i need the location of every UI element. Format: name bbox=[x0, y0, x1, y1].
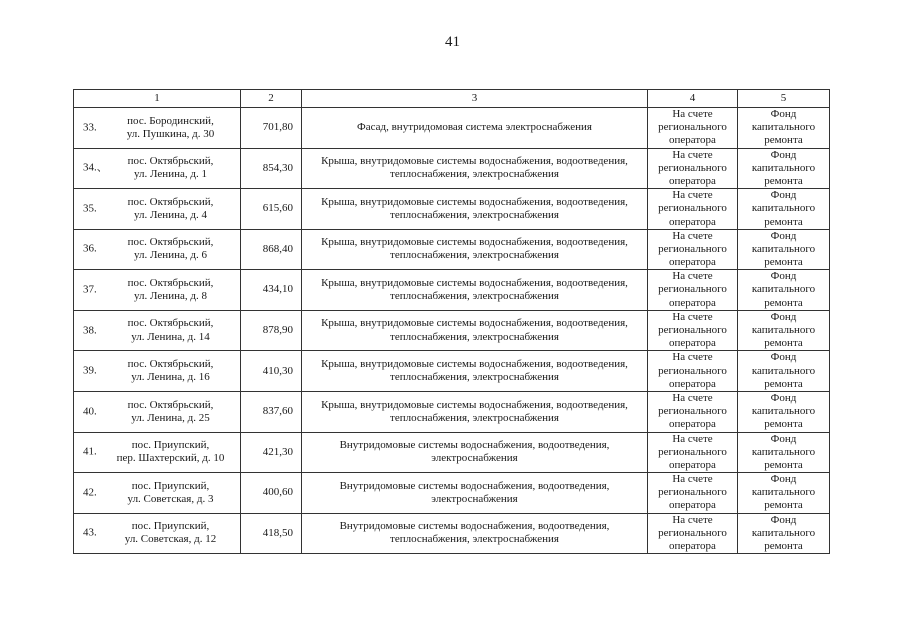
funding-method-line: оператора bbox=[669, 499, 716, 512]
works-cell bbox=[302, 270, 648, 311]
works-line: Внутридомовые системы водоснабжения, водоотведения, bbox=[339, 520, 610, 533]
funding-method-line: На счете bbox=[672, 391, 713, 404]
fund-line: ремонта bbox=[764, 256, 803, 269]
street-address: ул. Ленина, д. 1 bbox=[134, 168, 207, 181]
settlement: пос. Октябрьский, bbox=[127, 276, 214, 289]
area-cell: 410,30 bbox=[241, 351, 302, 392]
funding-method-line: регионального bbox=[658, 486, 727, 499]
works-line: теплоснабжения, электроснабжения bbox=[390, 290, 559, 303]
funding-method-line: регионального bbox=[658, 161, 727, 174]
works-line: теплоснабжения, электроснабжения bbox=[390, 208, 559, 221]
fund-line: ремонта bbox=[764, 215, 803, 228]
fund-line: ремонта bbox=[764, 499, 803, 512]
funding-method-line: На счете bbox=[672, 148, 713, 161]
funding-method-line: регионального bbox=[658, 242, 727, 255]
funding-method-cell bbox=[648, 270, 738, 311]
funding-method-cell bbox=[648, 351, 738, 392]
funding-method-cell bbox=[648, 189, 738, 230]
funding-method-cell bbox=[648, 148, 738, 189]
funding-method-line: На счете bbox=[672, 432, 713, 445]
table-row bbox=[74, 473, 830, 514]
street-address: ул. Ленина, д. 4 bbox=[134, 208, 207, 221]
table-row bbox=[74, 108, 830, 149]
fund-line: Фонд bbox=[770, 148, 797, 161]
address-cell bbox=[74, 189, 241, 230]
street-address: ул. Ленина, д. 16 bbox=[131, 371, 210, 384]
fund-cell bbox=[738, 108, 830, 149]
row-number: 36. bbox=[83, 242, 97, 255]
fund-line: капитального bbox=[751, 121, 816, 134]
row-number: 37. bbox=[83, 283, 97, 296]
area-cell: 868,40 bbox=[241, 229, 302, 270]
works-cell bbox=[302, 148, 648, 189]
fund-line: Фонд bbox=[770, 432, 797, 445]
funding-method-line: регионального bbox=[658, 364, 727, 377]
funding-method-cell bbox=[648, 432, 738, 473]
fund-cell bbox=[738, 432, 830, 473]
funding-method-line: На счете bbox=[672, 189, 713, 202]
funding-method-line: регионального bbox=[658, 121, 727, 134]
area-cell: 837,60 bbox=[241, 391, 302, 432]
funding-method-line: оператора bbox=[669, 134, 716, 147]
works-cell bbox=[302, 391, 648, 432]
street-address: ул. Пушкина, д. 30 bbox=[126, 127, 215, 140]
address-cell bbox=[74, 432, 241, 473]
fund-line: Фонд bbox=[770, 229, 797, 242]
works-cell bbox=[302, 229, 648, 270]
works-cell bbox=[302, 351, 648, 392]
table-row bbox=[74, 148, 830, 189]
row-number: 42. bbox=[83, 486, 97, 499]
address-cell bbox=[74, 473, 241, 514]
address-cell bbox=[74, 148, 241, 189]
funding-method-line: На счете bbox=[672, 108, 713, 120]
address-cell bbox=[74, 108, 241, 149]
funding-method-line: На счете bbox=[672, 310, 713, 323]
column-header: 3 bbox=[302, 90, 648, 108]
funding-method-line: оператора bbox=[669, 377, 716, 390]
table-row bbox=[74, 189, 830, 230]
fund-line: Фонд bbox=[770, 310, 797, 323]
funding-method-line: оператора bbox=[669, 458, 716, 471]
works-cell bbox=[302, 108, 648, 149]
funding-method-line: На счете bbox=[672, 473, 713, 486]
address-cell bbox=[74, 310, 241, 351]
funding-method-cell bbox=[648, 391, 738, 432]
works-line: теплоснабжения, электроснабжения bbox=[390, 533, 559, 546]
table-row bbox=[74, 432, 830, 473]
street-address: ул. Ленина, д. 14 bbox=[131, 330, 210, 343]
funding-method-line: оператора bbox=[669, 296, 716, 309]
row-number: 35. bbox=[83, 202, 97, 215]
area-cell: 854,30 bbox=[241, 148, 302, 189]
fund-cell bbox=[738, 351, 830, 392]
works-line: теплоснабжения, электроснабжения bbox=[390, 371, 559, 384]
column-header-row bbox=[74, 90, 830, 108]
funding-method-line: оператора bbox=[669, 337, 716, 350]
works-line: теплоснабжения, электроснабжения bbox=[390, 411, 559, 424]
fund-cell bbox=[738, 310, 830, 351]
fund-line: Фонд bbox=[770, 473, 797, 486]
table-row bbox=[74, 270, 830, 311]
table-row bbox=[74, 351, 830, 392]
page-number: 41 bbox=[445, 34, 460, 50]
funding-method-line: регионального bbox=[658, 324, 727, 336]
table-row bbox=[74, 513, 830, 554]
funding-method-line: На счете bbox=[672, 229, 713, 242]
works-line: теплоснабжения, электроснабжения bbox=[390, 249, 559, 262]
street-address: ул. Советская, д. 12 bbox=[124, 533, 217, 546]
table-row bbox=[74, 229, 830, 270]
table-row bbox=[74, 391, 830, 432]
settlement: пос. Октябрьский, bbox=[127, 155, 214, 168]
settlement: пос. Бородинский, bbox=[127, 114, 214, 127]
fund-line: ремонта bbox=[764, 540, 803, 552]
fund-line: Фонд bbox=[770, 513, 797, 526]
fund-line: Фонд bbox=[770, 108, 797, 120]
funding-method-line: оператора bbox=[669, 256, 716, 269]
funding-method-line: оператора bbox=[669, 540, 716, 552]
row-number: 34.、 bbox=[83, 161, 108, 174]
fund-cell bbox=[738, 391, 830, 432]
column-header: 1 bbox=[74, 90, 241, 108]
funding-method-line: регионального bbox=[658, 445, 727, 458]
works-cell bbox=[302, 513, 648, 554]
fund-line: капитального bbox=[751, 526, 816, 539]
address-cell bbox=[74, 351, 241, 392]
funding-method-line: На счете bbox=[672, 351, 713, 364]
row-number: 33. bbox=[83, 121, 97, 134]
funding-method-line: оператора bbox=[669, 215, 716, 228]
works-cell bbox=[302, 432, 648, 473]
column-header: 5 bbox=[738, 90, 830, 108]
fund-line: Фонд bbox=[770, 351, 797, 364]
area-cell: 418,50 bbox=[241, 513, 302, 554]
funding-method-line: На счете bbox=[672, 513, 713, 526]
fund-line: ремонта bbox=[764, 418, 803, 431]
row-number: 38. bbox=[83, 324, 97, 336]
funding-method-line: регионального bbox=[658, 526, 727, 539]
row-number: 40. bbox=[83, 405, 97, 418]
fund-line: ремонта bbox=[764, 134, 803, 147]
fund-line: капитального bbox=[751, 364, 816, 377]
settlement: пос. Октябрьский, bbox=[127, 195, 214, 208]
area-cell: 701,80 bbox=[241, 108, 302, 149]
fund-cell bbox=[738, 229, 830, 270]
funding-method-line: регионального bbox=[658, 405, 727, 418]
works-line: Фасад, внутридомовая система электроснабжения bbox=[357, 121, 592, 134]
works-line: Крыша, внутридомовые системы водоснабжения, водоотведения, bbox=[321, 236, 628, 249]
settlement: пос. Октябрьский, bbox=[127, 236, 214, 249]
works-line: Крыша, внутридомовые системы водоснабжения, водоотведения, bbox=[321, 195, 628, 208]
row-number: 43. bbox=[83, 526, 97, 539]
works-line: Крыша, внутридомовые системы водоснабжения, водоотведения, bbox=[321, 155, 628, 168]
settlement: пос. Октябрьский, bbox=[127, 357, 214, 370]
row-number: 39. bbox=[83, 364, 97, 377]
fund-line: капитального bbox=[751, 242, 816, 255]
area-cell: 615,60 bbox=[241, 189, 302, 230]
area-cell: 434,10 bbox=[241, 270, 302, 311]
funding-method-cell bbox=[648, 108, 738, 149]
funding-method-line: оператора bbox=[669, 174, 716, 187]
fund-cell bbox=[738, 189, 830, 230]
funding-method-cell bbox=[648, 310, 738, 351]
funding-method-line: регионального bbox=[658, 202, 727, 215]
area-cell: 421,30 bbox=[241, 432, 302, 473]
fund-line: ремонта bbox=[764, 377, 803, 390]
address-cell bbox=[74, 391, 241, 432]
street-address: пер. Шахтерский, д. 10 bbox=[116, 452, 225, 465]
funding-method-line: регионального bbox=[658, 283, 727, 296]
funding-method-line: На счете bbox=[672, 270, 713, 283]
settlement: пос. Приупский, bbox=[131, 479, 210, 492]
works-line: Крыша, внутридомовые системы водоснабжения, водоотведения, bbox=[321, 357, 628, 370]
funding-method-cell bbox=[648, 229, 738, 270]
fund-line: Фонд bbox=[770, 189, 797, 202]
works-line: электроснабжения bbox=[431, 492, 518, 505]
works-line: Крыша, внутридомовые системы водоснабжения, водоотведения, bbox=[321, 317, 628, 330]
fund-line: ремонта bbox=[764, 296, 803, 309]
settlement: пос. Октябрьский, bbox=[127, 317, 214, 330]
fund-line: капитального bbox=[751, 283, 816, 296]
works-line: Внутридомовые системы водоснабжения, водоотведения, bbox=[339, 439, 610, 452]
works-line: электроснабжения bbox=[431, 452, 518, 465]
fund-line: ремонта bbox=[764, 337, 803, 350]
address-cell bbox=[74, 270, 241, 311]
fund-line: капитального bbox=[751, 202, 816, 215]
street-address: ул. Ленина, д. 8 bbox=[134, 290, 207, 303]
area-cell: 878,90 bbox=[241, 310, 302, 351]
funding-method-cell bbox=[648, 513, 738, 554]
fund-line: ремонта bbox=[764, 458, 803, 471]
fund-line: капитального bbox=[751, 486, 816, 499]
fund-line: капитального bbox=[751, 405, 816, 418]
works-cell bbox=[302, 473, 648, 514]
funding-method-cell bbox=[648, 473, 738, 514]
works-line: теплоснабжения, электроснабжения bbox=[390, 330, 559, 343]
address-cell bbox=[74, 513, 241, 554]
row-number: 41. bbox=[83, 445, 97, 458]
column-header: 2 bbox=[241, 90, 302, 108]
settlement: пос. Приупский, bbox=[131, 439, 210, 452]
works-line: Внутридомовые системы водоснабжения, водоотведения, bbox=[339, 479, 610, 492]
fund-line: Фонд bbox=[770, 270, 797, 283]
address-cell bbox=[74, 229, 241, 270]
fund-cell bbox=[738, 270, 830, 311]
street-address: ул. Ленина, д. 6 bbox=[134, 249, 207, 262]
works-cell bbox=[302, 310, 648, 351]
funding-method-line: оператора bbox=[669, 418, 716, 431]
street-address: ул. Советская, д. 3 bbox=[127, 492, 214, 505]
column-header: 4 bbox=[648, 90, 738, 108]
area-cell: 400,60 bbox=[241, 473, 302, 514]
works-cell bbox=[302, 189, 648, 230]
works-line: Крыша, внутридомовые системы водоснабжения, водоотведения, bbox=[321, 398, 628, 411]
settlement: пос. Приупский, bbox=[131, 520, 210, 533]
fund-line: ремонта bbox=[764, 174, 803, 187]
fund-line: капитального bbox=[751, 445, 816, 458]
fund-cell bbox=[738, 148, 830, 189]
fund-line: капитального bbox=[751, 161, 816, 174]
works-line: Крыша, внутридомовые системы водоснабжения, водоотведения, bbox=[321, 276, 628, 289]
settlement: пос. Октябрьский, bbox=[127, 398, 214, 411]
fund-cell bbox=[738, 473, 830, 514]
fund-cell bbox=[738, 513, 830, 554]
fund-line: капитального bbox=[751, 324, 816, 336]
repair-table bbox=[73, 89, 830, 554]
fund-line: Фонд bbox=[770, 391, 797, 404]
works-line: теплоснабжения, электроснабжения bbox=[390, 168, 559, 181]
street-address: ул. Ленина, д. 25 bbox=[131, 411, 210, 424]
table-row bbox=[74, 310, 830, 351]
